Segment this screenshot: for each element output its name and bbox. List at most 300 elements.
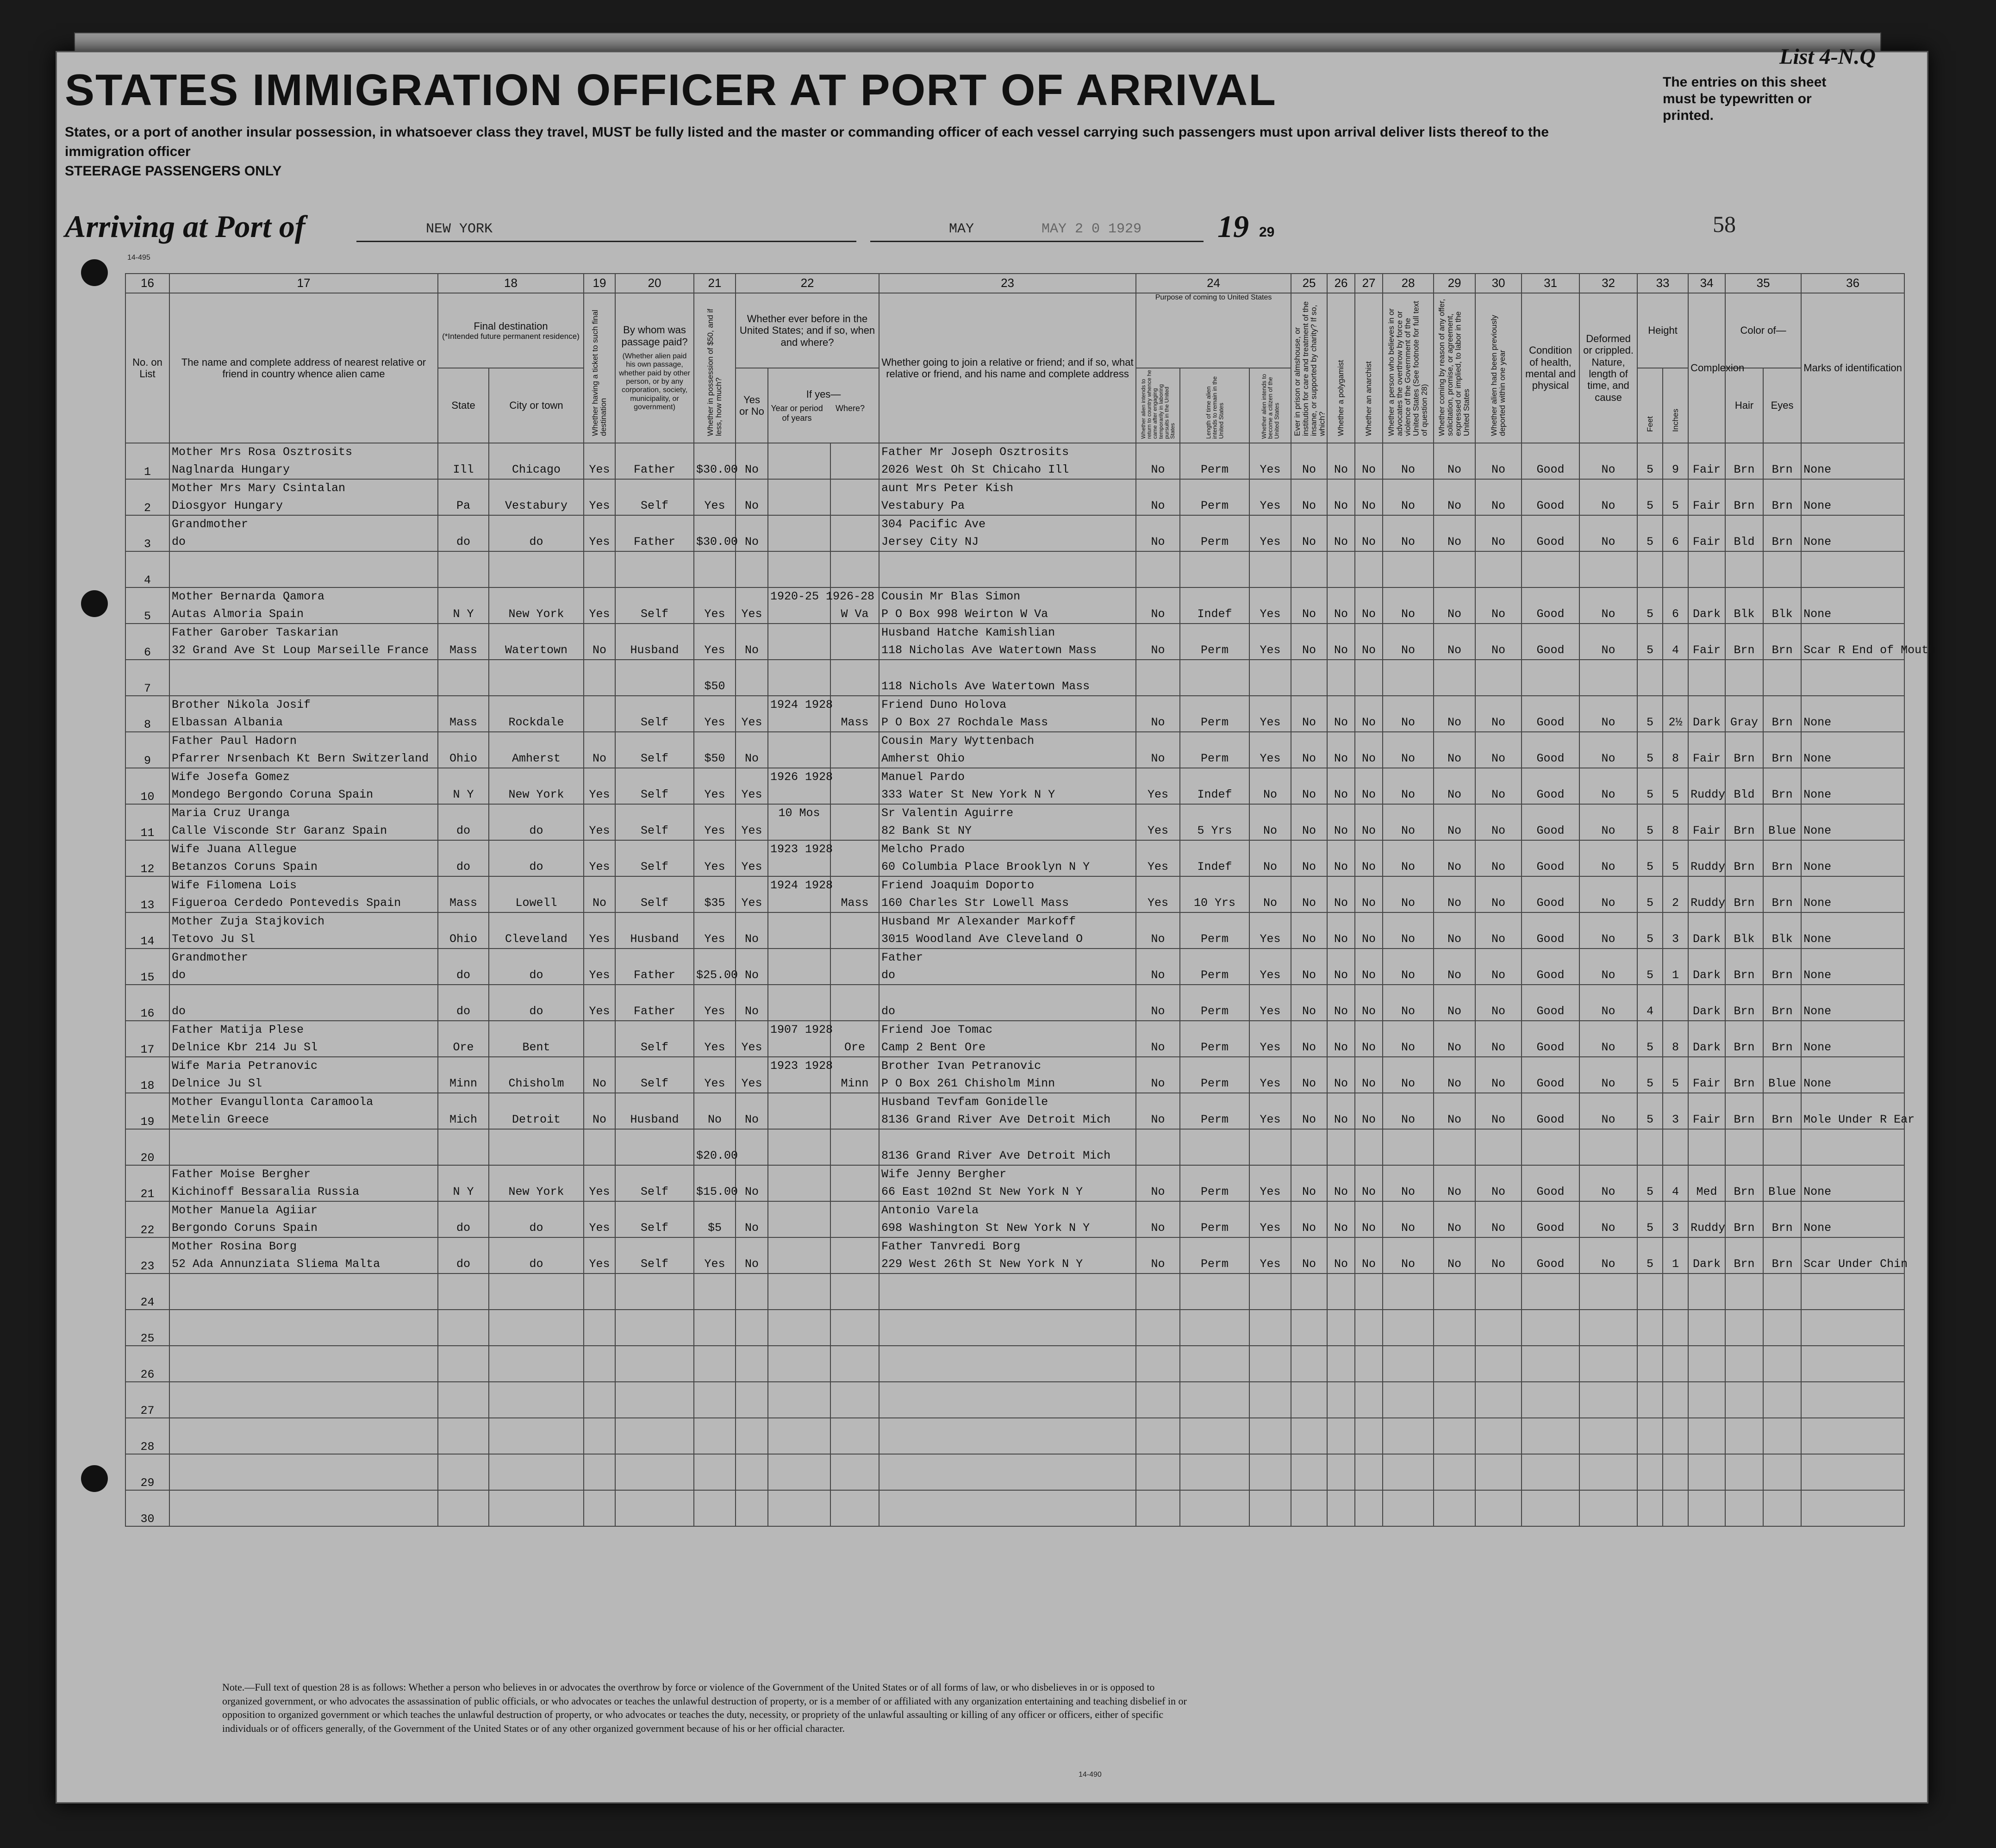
table-row bbox=[125, 1418, 1904, 1454]
column-numbers-row bbox=[125, 274, 1904, 293]
ticket-cell bbox=[584, 479, 615, 515]
marks-cell-text: None bbox=[1803, 1005, 1832, 1018]
passage-paid-label: By whom was passage paid? bbox=[621, 324, 688, 348]
feet-label: Feet bbox=[1645, 416, 1654, 432]
col-number: 24 bbox=[1136, 274, 1291, 293]
q28-cell bbox=[1383, 1057, 1434, 1093]
state-cell-text: do bbox=[456, 860, 470, 874]
relative-abroad-line1: Father Garober Taskarian bbox=[172, 626, 339, 639]
hair-cell-text: Brn bbox=[1734, 499, 1755, 512]
passage-paid-cell bbox=[615, 443, 694, 479]
punch-hole bbox=[81, 590, 108, 617]
q26-cell-text bbox=[1329, 1436, 1353, 1454]
purpose-return-cell bbox=[1136, 1093, 1180, 1129]
feet-cell bbox=[1637, 1093, 1663, 1129]
inches-cell-text: 5 bbox=[1672, 860, 1679, 874]
where-cell-text bbox=[833, 533, 877, 551]
years-cell bbox=[768, 985, 830, 1021]
q28-cell-text bbox=[1385, 1364, 1431, 1381]
complexion-cell bbox=[1688, 1490, 1725, 1526]
q28-cell bbox=[1383, 1237, 1434, 1274]
feet-cell-text: 5 bbox=[1647, 499, 1654, 512]
purpose-return-cell-text: No bbox=[1151, 1005, 1165, 1018]
complexion-cell-text: Fair bbox=[1693, 1077, 1721, 1090]
city-cell-text bbox=[491, 1328, 581, 1345]
q29-cell-text bbox=[1436, 1364, 1473, 1381]
q29-cell bbox=[1434, 1237, 1475, 1274]
complexion-cell bbox=[1688, 840, 1725, 876]
marks-cell bbox=[1801, 515, 1904, 551]
purpose-return-cell-text: No bbox=[1151, 1185, 1165, 1199]
length-stay-cell-text bbox=[1182, 1400, 1247, 1417]
money-cell bbox=[694, 912, 736, 949]
join-relative bbox=[879, 949, 1136, 985]
feet-cell bbox=[1637, 587, 1663, 624]
citizen-cell-text: No bbox=[1263, 824, 1278, 837]
money-cell bbox=[694, 1490, 736, 1526]
q25-cell bbox=[1291, 768, 1327, 804]
citizen-cell-text: Yes bbox=[1260, 463, 1281, 476]
state-cell-text: Ore bbox=[453, 1041, 474, 1054]
q25-cell-text: No bbox=[1302, 824, 1316, 837]
health-cell-text bbox=[1524, 1147, 1577, 1165]
years-cell-text bbox=[770, 732, 828, 750]
header-ticket bbox=[584, 293, 615, 443]
hair-cell-text: Blk bbox=[1734, 932, 1755, 946]
passage-paid-cell bbox=[615, 1382, 694, 1418]
q27-cell bbox=[1355, 1201, 1383, 1237]
money-cell bbox=[694, 1093, 736, 1129]
hair-cell-text: Blk bbox=[1734, 607, 1755, 621]
before-us-cell-text bbox=[738, 1292, 766, 1309]
q27-cell-text bbox=[1357, 1508, 1380, 1526]
health-cell bbox=[1522, 660, 1579, 696]
col-number: 23 bbox=[879, 274, 1136, 293]
ticket-cell-text: Yes bbox=[589, 1221, 610, 1235]
relative-abroad-line2 bbox=[172, 1472, 436, 1490]
complexion-cell-text: Dark bbox=[1693, 968, 1721, 982]
citizen-cell bbox=[1249, 949, 1291, 985]
complexion-cell-text bbox=[1690, 1364, 1723, 1381]
deformed-cell bbox=[1579, 1057, 1637, 1093]
q30-cell-text: No bbox=[1491, 463, 1506, 476]
col-number: 33 bbox=[1637, 274, 1688, 293]
q25-cell bbox=[1291, 1310, 1327, 1346]
complexion-cell-text: Ruddy bbox=[1690, 788, 1726, 801]
complexion-cell bbox=[1688, 443, 1725, 479]
relative-abroad-line1 bbox=[172, 1346, 436, 1364]
complexion-cell-text: Dark bbox=[1693, 932, 1721, 946]
before-us-cell bbox=[736, 1490, 768, 1526]
q27-cell bbox=[1355, 1129, 1383, 1165]
complexion-cell-text: Dark bbox=[1693, 1005, 1721, 1018]
passage-paid-cell-text bbox=[618, 1472, 692, 1490]
health-cell bbox=[1522, 912, 1579, 949]
header-hair: Hair bbox=[1725, 368, 1763, 443]
years-cell-text: 1923 1928 bbox=[770, 1059, 833, 1073]
marks-cell bbox=[1801, 696, 1904, 732]
feet-cell-text: 5 bbox=[1647, 1185, 1654, 1199]
feet-cell bbox=[1637, 443, 1663, 479]
header-height: Height bbox=[1637, 293, 1688, 368]
deformed-cell bbox=[1579, 1454, 1637, 1490]
header-yes-no: Yes or No bbox=[736, 368, 768, 443]
years-cell-text bbox=[770, 624, 828, 642]
q29-cell-text bbox=[1436, 1472, 1473, 1490]
q28-cell bbox=[1383, 876, 1434, 912]
relative-abroad-line2 bbox=[172, 1292, 436, 1309]
relative-abroad-line1: Grandmother bbox=[172, 951, 249, 964]
eyes-cell bbox=[1763, 804, 1801, 840]
state-cell-text: do bbox=[456, 1257, 470, 1271]
passage-paid-cell-text bbox=[618, 1436, 692, 1454]
purpose-return-cell-text: No bbox=[1151, 1221, 1165, 1235]
ticket-cell-text: Yes bbox=[589, 499, 610, 512]
join-relative bbox=[879, 660, 1136, 696]
q30-cell bbox=[1475, 1346, 1522, 1382]
row-number: 15 bbox=[125, 949, 169, 985]
complexion-cell bbox=[1688, 949, 1725, 985]
hair-cell-text: Brn bbox=[1734, 752, 1755, 765]
q25-cell bbox=[1291, 876, 1327, 912]
col-number: 27 bbox=[1355, 274, 1383, 293]
citizen-cell-text bbox=[1252, 1147, 1289, 1165]
complexion-cell bbox=[1688, 1418, 1725, 1454]
citizen-cell-text bbox=[1252, 1328, 1289, 1345]
where-cell bbox=[830, 1274, 879, 1310]
length-stay-cell bbox=[1180, 876, 1249, 912]
money-cell bbox=[694, 1346, 736, 1382]
q29-cell bbox=[1434, 949, 1475, 985]
relative-abroad-line1 bbox=[172, 1274, 436, 1292]
health-cell-text: Good bbox=[1536, 860, 1565, 874]
citizen-cell bbox=[1249, 1382, 1291, 1418]
before-us-cell bbox=[736, 985, 768, 1021]
deformed-cell-text bbox=[1582, 1147, 1635, 1165]
inches-cell-text: 3 bbox=[1672, 1113, 1679, 1126]
years-cell bbox=[768, 912, 830, 949]
marks-cell bbox=[1801, 1129, 1904, 1165]
deformed-cell-text bbox=[1582, 1472, 1635, 1490]
q26-cell-text bbox=[1329, 678, 1353, 695]
q25-cell-text: No bbox=[1302, 932, 1316, 946]
inches-cell-text: 4 bbox=[1672, 1185, 1679, 1199]
money-cell bbox=[694, 804, 736, 840]
join-relative bbox=[879, 1490, 1136, 1526]
feet-cell bbox=[1637, 804, 1663, 840]
length-stay-cell-text: Indef bbox=[1197, 607, 1232, 621]
where-cell bbox=[830, 1237, 879, 1274]
citizen-cell bbox=[1249, 804, 1291, 840]
ticket-cell bbox=[584, 1165, 615, 1201]
purpose-return-cell-text bbox=[1138, 1292, 1178, 1309]
eyes-cell bbox=[1763, 1454, 1801, 1490]
q29-cell bbox=[1434, 1346, 1475, 1382]
years-cell-text bbox=[770, 552, 828, 569]
hair-cell bbox=[1725, 840, 1763, 876]
relative-abroad bbox=[169, 624, 438, 660]
col-number: 18 bbox=[438, 274, 584, 293]
length-stay-cell bbox=[1180, 1490, 1249, 1526]
years-cell-text bbox=[770, 913, 828, 930]
relative-abroad-line2 bbox=[172, 1436, 436, 1454]
state-cell-text: N Y bbox=[453, 1185, 474, 1199]
deformed-cell-text: No bbox=[1601, 1185, 1616, 1199]
deformed-cell-text: No bbox=[1601, 968, 1616, 982]
row-number: 25 bbox=[125, 1310, 169, 1346]
city-cell-text: Rockdale bbox=[508, 716, 564, 729]
q26-cell bbox=[1327, 1310, 1355, 1346]
eyes-cell bbox=[1763, 1418, 1801, 1454]
hair-cell-text bbox=[1728, 1147, 1761, 1165]
q29-cell bbox=[1434, 768, 1475, 804]
q27-cell-text: No bbox=[1362, 499, 1376, 512]
q30-cell bbox=[1475, 912, 1522, 949]
before-us-cell-text: No bbox=[745, 535, 759, 549]
q25-cell-text: No bbox=[1302, 1005, 1316, 1018]
before-us-cell-text bbox=[738, 1364, 766, 1381]
relative-abroad bbox=[169, 1274, 438, 1310]
citizen-cell bbox=[1249, 1057, 1291, 1093]
before-us-cell bbox=[736, 1237, 768, 1274]
purpose-return-cell-text bbox=[1138, 1147, 1178, 1165]
length-stay-cell-text bbox=[1182, 1292, 1247, 1309]
q27-cell-text: No bbox=[1362, 535, 1376, 549]
join-relative bbox=[879, 1093, 1136, 1129]
table-row bbox=[125, 1021, 1904, 1057]
q29-cell-text: No bbox=[1447, 716, 1462, 729]
ticket-cell bbox=[584, 443, 615, 479]
citizen-cell bbox=[1249, 1129, 1291, 1165]
q28-cell-text: No bbox=[1401, 932, 1416, 946]
before-us-cell bbox=[736, 949, 768, 985]
q30-cell bbox=[1475, 1490, 1522, 1526]
deformed-cell bbox=[1579, 1021, 1637, 1057]
feet-cell-text: 5 bbox=[1647, 1041, 1654, 1054]
where-cell bbox=[830, 1021, 879, 1057]
q26-cell bbox=[1327, 1274, 1355, 1310]
q29-cell-text: No bbox=[1447, 968, 1462, 982]
years-cell-text bbox=[770, 1202, 828, 1219]
length-stay-cell-text bbox=[1182, 1508, 1247, 1526]
purpose-return-cell bbox=[1136, 732, 1180, 768]
ticket-cell bbox=[584, 1237, 615, 1274]
table-row bbox=[125, 1382, 1904, 1418]
inches-cell-text: 5 bbox=[1672, 1077, 1679, 1090]
header-color-of: Color of— bbox=[1725, 293, 1801, 368]
inches-cell-text: 8 bbox=[1672, 1041, 1679, 1054]
q27-cell bbox=[1355, 479, 1383, 515]
hair-cell-text: Bld bbox=[1734, 535, 1755, 549]
citizen-cell-text: Yes bbox=[1260, 932, 1281, 946]
inches-cell bbox=[1663, 1201, 1688, 1237]
feet-cell bbox=[1637, 1382, 1663, 1418]
join-relative-line1: Antonio Varela bbox=[881, 1204, 979, 1217]
q29-cell bbox=[1434, 876, 1475, 912]
money-cell bbox=[694, 443, 736, 479]
length-stay-cell-text: Perm bbox=[1201, 1221, 1229, 1235]
purpose-return-cell bbox=[1136, 1346, 1180, 1382]
years-cell bbox=[768, 1382, 830, 1418]
ticket-cell-text: Yes bbox=[589, 1185, 610, 1199]
state-cell bbox=[438, 515, 489, 551]
passage-paid-cell bbox=[615, 1346, 694, 1382]
health-cell bbox=[1522, 1021, 1579, 1057]
relative-abroad bbox=[169, 1346, 438, 1382]
where-cell-text bbox=[833, 1436, 877, 1454]
money-cell bbox=[694, 1057, 736, 1093]
passage-paid-cell bbox=[615, 1237, 694, 1274]
col-number: 28 bbox=[1383, 274, 1434, 293]
health-cell-text: Good bbox=[1536, 752, 1565, 765]
years-cell bbox=[768, 1274, 830, 1310]
deformed-cell bbox=[1579, 1237, 1637, 1274]
length-stay-cell bbox=[1180, 515, 1249, 551]
join-relative-line1: Father Mr Joseph Osztrosits bbox=[881, 445, 1069, 459]
complexion-cell-text bbox=[1690, 1147, 1723, 1165]
complexion-cell bbox=[1688, 876, 1725, 912]
q28-cell-text: No bbox=[1401, 1113, 1416, 1126]
relative-abroad-line1: Wife Josefa Gomez bbox=[172, 770, 290, 784]
feet-cell-text: 5 bbox=[1647, 968, 1654, 982]
money-cell bbox=[694, 949, 736, 985]
q28-cell bbox=[1383, 1418, 1434, 1454]
state-cell-text: Ill bbox=[453, 463, 474, 476]
length-stay-cell bbox=[1180, 1165, 1249, 1201]
state-cell-text bbox=[440, 1292, 487, 1309]
marks-cell bbox=[1801, 1201, 1904, 1237]
header-q29 bbox=[1434, 293, 1475, 443]
q30-cell bbox=[1475, 985, 1522, 1021]
passage-paid-cell-text: Father bbox=[634, 463, 676, 476]
passage-paid-cell-text: Self bbox=[641, 788, 669, 801]
length-stay-cell-text bbox=[1182, 1328, 1247, 1345]
header-deformed: Deformed or crippled. Nature, length of time, and cause bbox=[1579, 293, 1637, 443]
purpose-return-cell-text bbox=[1138, 569, 1178, 587]
q25-cell bbox=[1291, 840, 1327, 876]
city-cell bbox=[489, 1129, 584, 1165]
money-cell bbox=[694, 732, 736, 768]
inches-cell-text: 3 bbox=[1672, 1221, 1679, 1235]
join-relative-line1: Brother Ivan Petranovic bbox=[881, 1059, 1042, 1073]
eyes-cell-text: Brn bbox=[1771, 716, 1793, 729]
where-cell-text bbox=[833, 1111, 877, 1129]
q25-cell bbox=[1291, 1454, 1327, 1490]
q28-cell bbox=[1383, 551, 1434, 587]
q27-cell bbox=[1355, 1021, 1383, 1057]
money-cell bbox=[694, 551, 736, 587]
length-stay-cell-text: Perm bbox=[1201, 463, 1229, 476]
where-cell bbox=[830, 804, 879, 840]
q28-cell bbox=[1383, 1382, 1434, 1418]
state-cell bbox=[438, 804, 489, 840]
hair-cell-text: Brn bbox=[1734, 1077, 1755, 1090]
join-relative-line1: Melcho Prado bbox=[881, 843, 965, 856]
relative-abroad bbox=[169, 1093, 438, 1129]
health-cell bbox=[1522, 1274, 1579, 1310]
passage-paid-cell bbox=[615, 660, 694, 696]
q28-cell-text: No bbox=[1401, 607, 1416, 621]
length-stay-cell-text: Perm bbox=[1201, 1005, 1229, 1018]
purpose-return-cell bbox=[1136, 876, 1180, 912]
feet-cell bbox=[1637, 840, 1663, 876]
money-cell bbox=[694, 587, 736, 624]
deformed-cell bbox=[1579, 912, 1637, 949]
q26-cell bbox=[1327, 1418, 1355, 1454]
q29-cell bbox=[1434, 1454, 1475, 1490]
deformed-cell bbox=[1579, 1274, 1637, 1310]
eyes-cell-text: Brn bbox=[1771, 1005, 1793, 1018]
deformed-cell-text: No bbox=[1601, 643, 1616, 657]
city-cell-text: Lowell bbox=[515, 896, 557, 910]
ticket-cell bbox=[584, 840, 615, 876]
relative-abroad-line2: Calle Visconde Str Garanz Spain bbox=[172, 824, 387, 837]
inches-cell bbox=[1663, 624, 1688, 660]
complexion-cell-text: Fair bbox=[1693, 1113, 1721, 1126]
join-relative-line1: aunt Mrs Peter Kish bbox=[881, 481, 1014, 495]
complexion-cell bbox=[1688, 1346, 1725, 1382]
ticket-cell-text bbox=[586, 714, 613, 731]
deformed-cell-text: No bbox=[1601, 716, 1616, 729]
q28-cell bbox=[1383, 732, 1434, 768]
length-stay-cell-text: Perm bbox=[1201, 535, 1229, 549]
q25-cell-text: No bbox=[1302, 535, 1316, 549]
complexion-cell bbox=[1688, 1237, 1725, 1274]
q26-cell-text: No bbox=[1334, 860, 1348, 874]
join-relative-line2 bbox=[881, 569, 1134, 587]
relative-abroad bbox=[169, 985, 438, 1021]
purpose-return-cell bbox=[1136, 1021, 1180, 1057]
passage-paid-cell-text bbox=[618, 1508, 692, 1526]
marks-cell-text: None bbox=[1803, 968, 1832, 982]
deformed-cell-text: No bbox=[1601, 824, 1616, 837]
q25-cell bbox=[1291, 1201, 1327, 1237]
relative-abroad bbox=[169, 768, 438, 804]
month-value: MAY bbox=[949, 221, 974, 237]
q29-cell-text: No bbox=[1447, 860, 1462, 874]
relative-abroad bbox=[169, 587, 438, 624]
deformed-cell-text: No bbox=[1601, 607, 1616, 621]
marks-cell-text bbox=[1803, 1400, 1902, 1417]
q29-cell bbox=[1434, 840, 1475, 876]
row-number: 22 bbox=[125, 1201, 169, 1237]
before-us-cell bbox=[736, 624, 768, 660]
header-purpose-a bbox=[1136, 368, 1180, 443]
join-relative-line1 bbox=[881, 985, 1134, 1003]
q26-cell bbox=[1327, 660, 1355, 696]
q28-cell bbox=[1383, 949, 1434, 985]
inches-label: Inches bbox=[1671, 409, 1680, 432]
ticket-cell-text: Yes bbox=[589, 824, 610, 837]
q25-cell-text bbox=[1293, 1328, 1325, 1345]
join-relative-line1 bbox=[881, 660, 1134, 678]
join-relative-line2: 2026 West Oh St Chicaho Ill bbox=[881, 463, 1069, 476]
state-cell bbox=[438, 1274, 489, 1310]
relative-abroad-line2: 32 Grand Ave St Loup Marseille France bbox=[172, 643, 429, 657]
passage-paid-cell-text bbox=[618, 569, 692, 587]
q28-cell-text bbox=[1385, 1508, 1431, 1526]
q25-cell bbox=[1291, 1490, 1327, 1526]
citizen-cell-text: Yes bbox=[1260, 1185, 1281, 1199]
inches-cell-text: 2 bbox=[1672, 896, 1679, 910]
relative-abroad bbox=[169, 732, 438, 768]
q29-cell-text bbox=[1436, 569, 1473, 587]
state-cell bbox=[438, 1346, 489, 1382]
years-cell bbox=[768, 551, 830, 587]
before-us-cell-text bbox=[738, 1472, 766, 1490]
health-cell bbox=[1522, 443, 1579, 479]
before-us-cell-text: No bbox=[745, 1005, 759, 1018]
